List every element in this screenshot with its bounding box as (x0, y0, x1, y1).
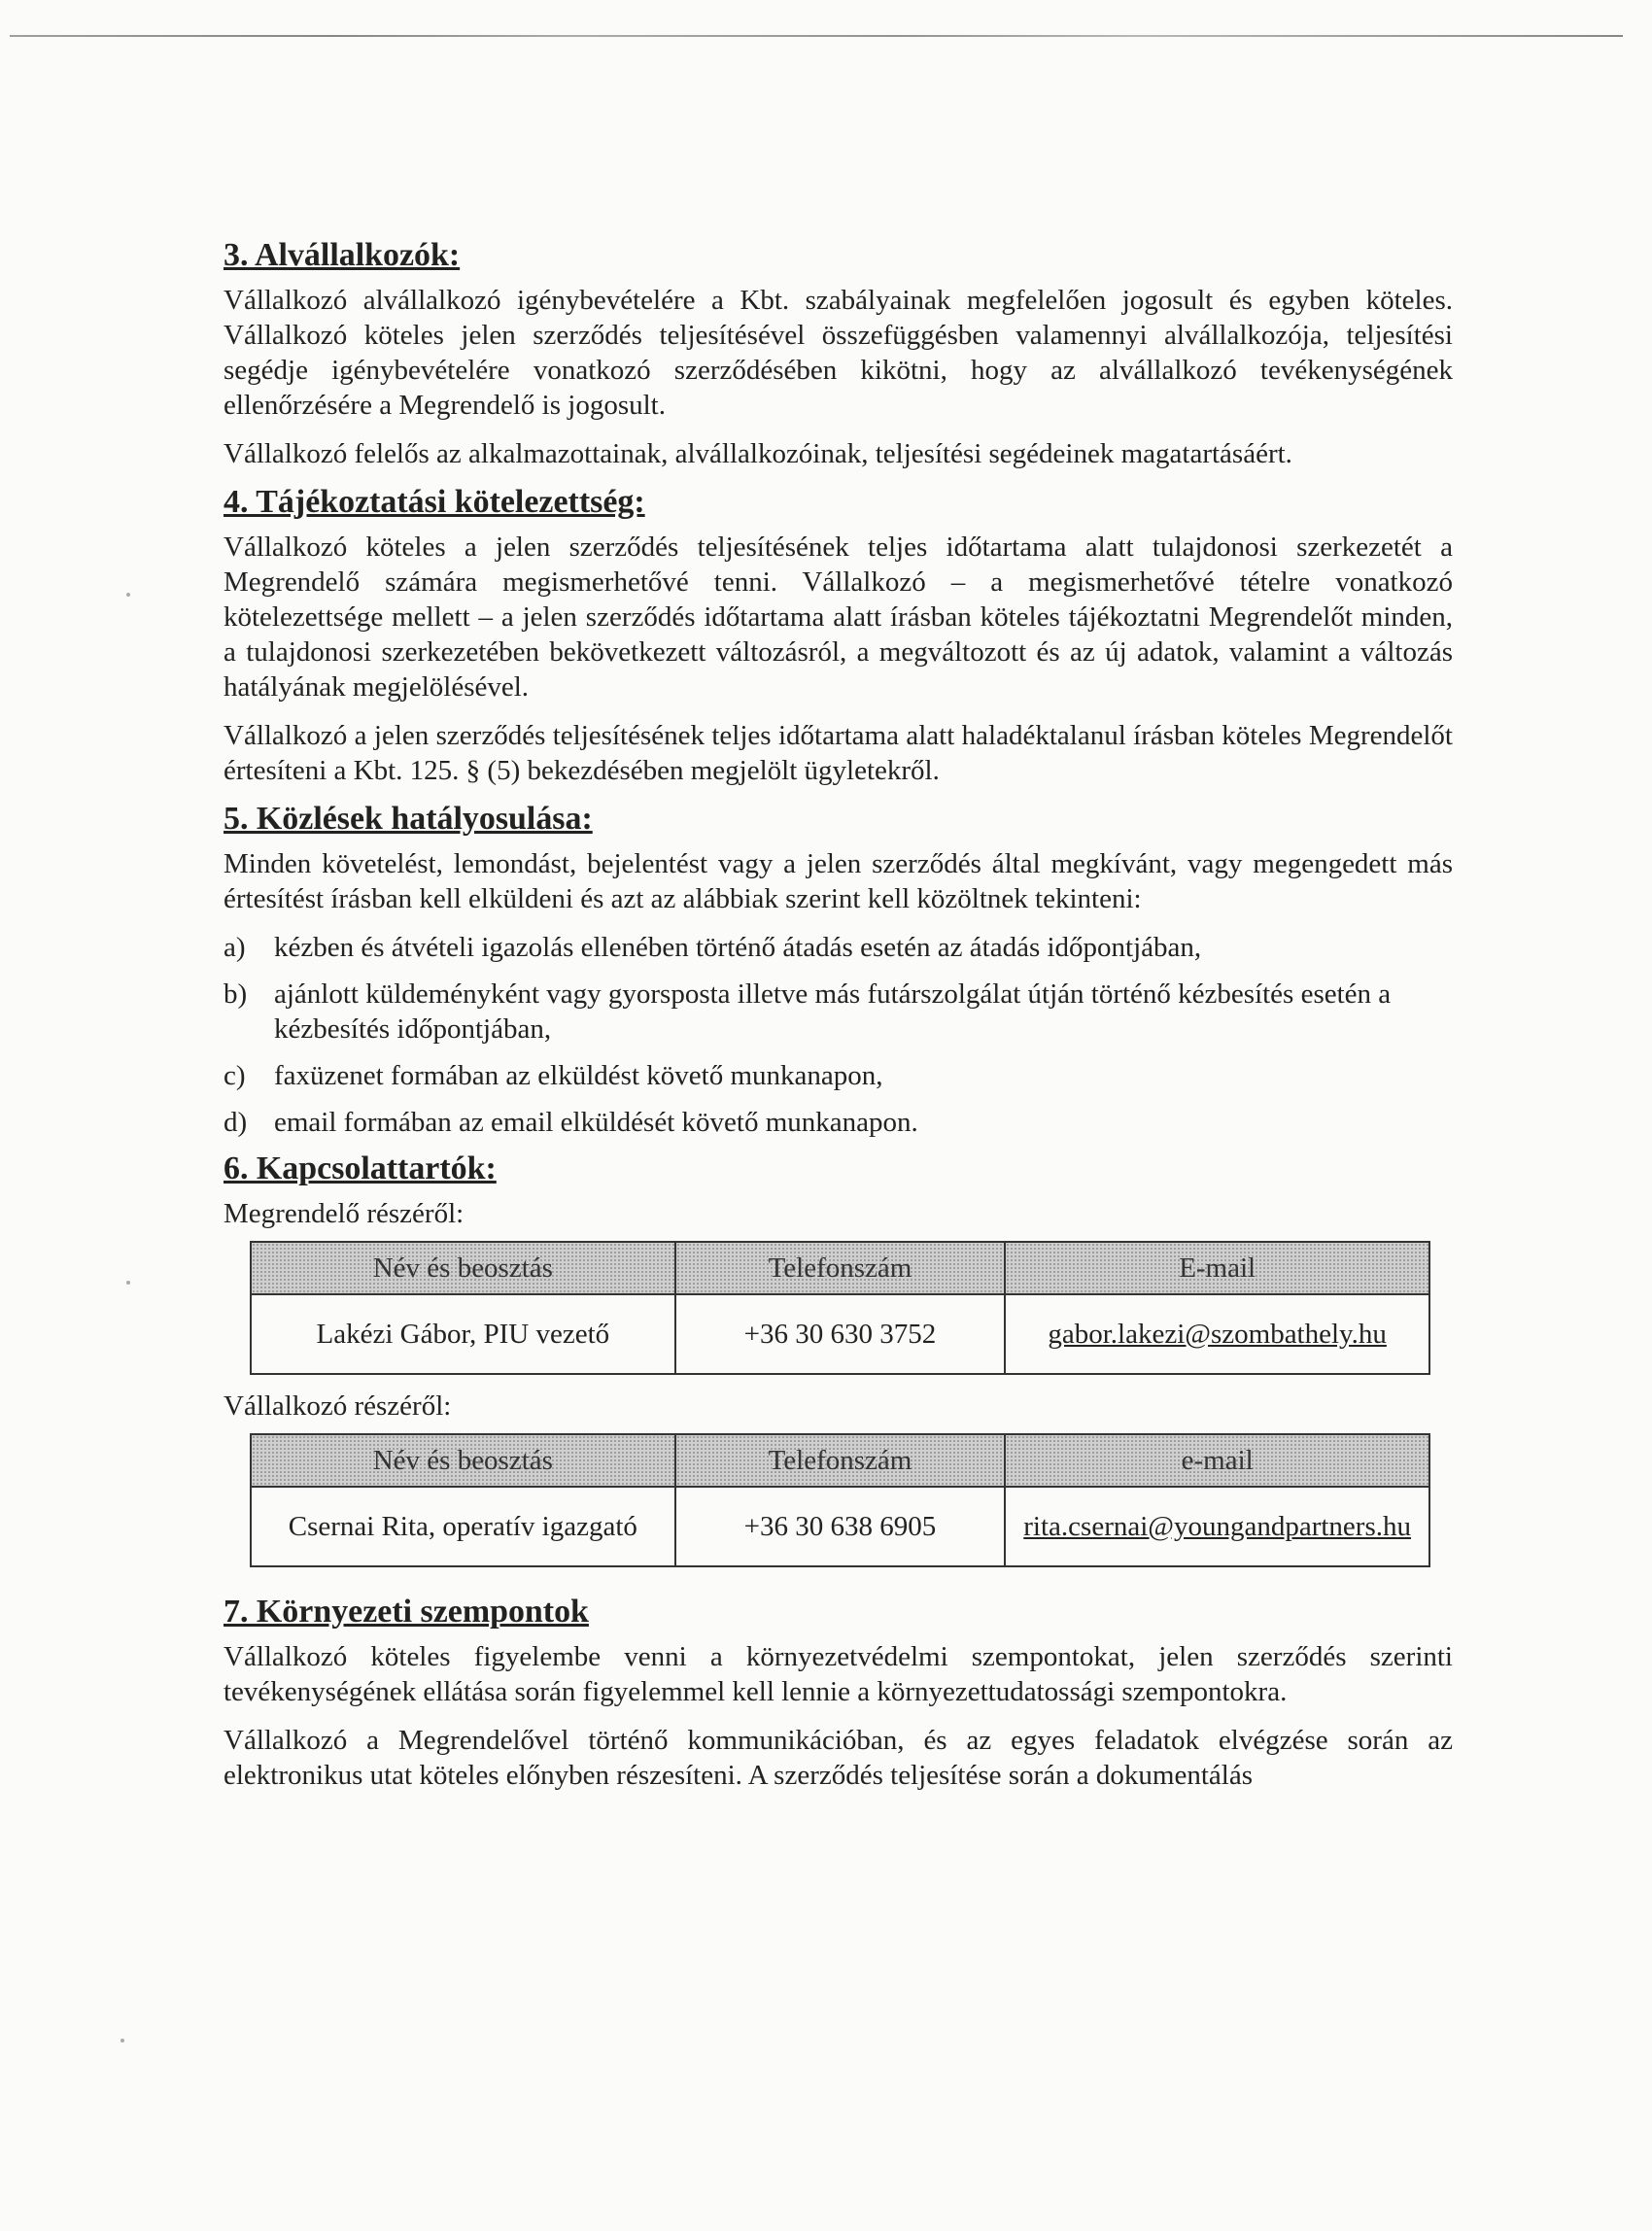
paragraph: Vállalkozó a Megrendelővel történő kommunikációban, és az egyes feladatok elvégzése során az elektronikus utat köteles előnyben részesíteni. A szerződés teljesítése során a dokumentálás (224, 1725, 1453, 1791)
client-label: Megrendelő részéről: (224, 1198, 465, 1229)
section-title: 3. Alvállalkozók: (224, 237, 461, 273)
list-item (224, 977, 1453, 1047)
list-item-label: d) (224, 1107, 248, 1138)
paragraph: Vállalkozó alvállalkozó igénybevételére a Kbt. szabályainak megfelelően jogosult és egyben köteles. Vállalkozó köteles jelen szerződés teljesítésével összefüggésben valamennyi alvállalkozója, teljesítési segédje igénybevételére vonatkozó szerződésében kikötni, hogy az alvállalkozó tevékenységének ellenőrzésére a Megrendelő is jogosult. (224, 285, 1453, 421)
contact-email[interactable]: rita.csernai@youngandpartners.hu (1005, 1487, 1429, 1566)
list-item-label: c) (224, 1060, 246, 1091)
contact-name: Lakézi Gábor, PIU vezető (251, 1294, 675, 1374)
section-title: 7. Környezeti szempontok (224, 1594, 589, 1630)
contact-email[interactable]: gabor.lakezi@szombathely.hu (1005, 1294, 1429, 1374)
paragraph: Vállalkozó felelős az alkalmazottainak, alvállalkozóinak, teljesítési segédeinek magatartásáért. (224, 438, 1292, 469)
list-item (224, 930, 1453, 965)
table-header-row (251, 1434, 1429, 1487)
list-item-label: a) (224, 932, 246, 963)
contact-phone: +36 30 638 6905 (675, 1487, 1006, 1566)
client-contacts-table (250, 1241, 1430, 1375)
scan-speck (126, 1281, 130, 1285)
column-header: E-mail (1005, 1242, 1429, 1294)
scan-top-line (10, 35, 1623, 37)
table-row (251, 1294, 1429, 1374)
list-item-text: kézben és átvételi igazolás ellenében történő átadás esetén az átadás időpontjában, (274, 932, 1202, 963)
list-item-text: email formában az email elküldését követő munkanapon. (274, 1107, 918, 1138)
scan-speck (126, 593, 130, 597)
delivery-list (224, 930, 1453, 1140)
paragraph: Vállalkozó köteles figyelembe venni a környezetvédelmi szempontokat, jelen szerződés szerinti tevékenységének ellátása során figyelemmel kell lennie a környezettudatossági szempontokra. (224, 1641, 1453, 1707)
column-header: Telefonszám (675, 1434, 1006, 1487)
column-header: e-mail (1005, 1434, 1429, 1487)
list-item-label: b) (224, 978, 248, 1010)
contractor-label: Vállalkozó részéről: (224, 1390, 452, 1422)
section-title: 5. Közlések hatályosulása: (224, 801, 593, 837)
paragraph: Minden követelést, lemondást, bejelentést vagy a jelen szerződés által megkívánt, vagy megengedett más értesítést írásban kell elküldeni és azt az alábbiak szerint kell közöltnek tekinteni: (224, 848, 1453, 914)
paragraph: Vállalkozó köteles a jelen szerződés teljesítésének teljes időtartama alatt tulajdonosi szerkezetét a Megrendelő számára megismerhetővé tenni. Vállalkozó – a megismerhetővé tételre vonatkozó kötelezettsége mellett – a jelen szerződés időtartama alatt írásban köteles tájékoztatni Megrendelőt minden, a tulajdonosi szerkezetében bekövetkezett változásról, a megváltozott és az új adatok, valamint a változás hatályának megjelölésével. (224, 532, 1453, 703)
column-header: Név és beosztás (251, 1242, 675, 1294)
list-item (224, 1105, 1453, 1140)
column-header: Név és beosztás (251, 1434, 675, 1487)
contact-name: Csernai Rita, operatív igazgató (251, 1487, 675, 1566)
list-item (224, 1058, 1453, 1093)
list-item-text: faxüzenet formában az elküldést követő munkanapon, (274, 1060, 883, 1091)
section-title: 4. Tájékoztatási kötelezettség: (224, 484, 645, 520)
contractor-contacts-table (250, 1433, 1430, 1567)
list-item-text: ajánlott küldeményként vagy gyorsposta illetve más futárszolgálat útján történő kézbesítés esetén a kézbesítés időpontjában, (274, 978, 1392, 1045)
table-row (251, 1487, 1429, 1566)
document-body (224, 238, 1453, 1793)
column-header: Telefonszám (675, 1242, 1006, 1294)
section-title: 6. Kapcsolattartók: (224, 1150, 497, 1186)
paragraph: Vállalkozó a jelen szerződés teljesítésének teljes időtartama alatt haladéktalanul írásban köteles Megrendelőt értesíteni a Kbt. 125. § (5) bekezdésében megjelölt ügyletekről. (224, 720, 1453, 786)
contact-phone: +36 30 630 3752 (675, 1294, 1006, 1374)
scan-speck (120, 2039, 124, 2042)
table-header-row (251, 1242, 1429, 1294)
